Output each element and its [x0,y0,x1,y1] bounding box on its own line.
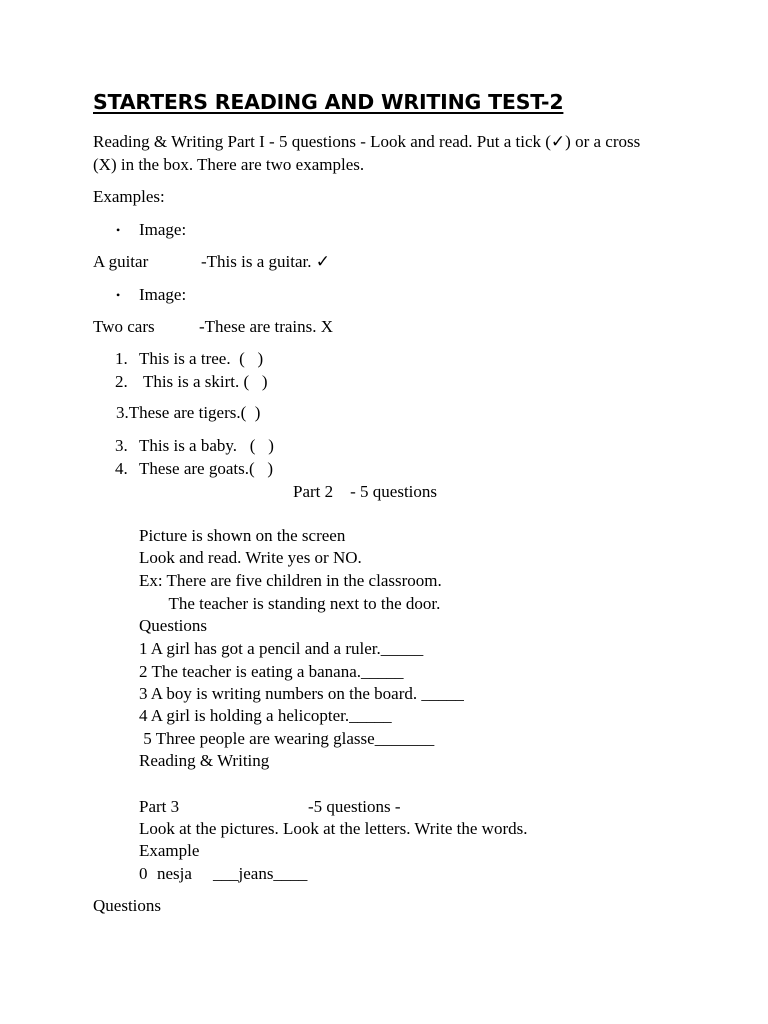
part3-instructions: Look at the pictures. Look at the letters. Write the words. [139,819,528,838]
questions-label: Questions [93,896,161,915]
part2-example: Ex: There are five children in the classroom. [139,571,442,590]
part2-question: 3 A boy is writing numbers on the board. _____ [139,684,464,703]
part1-instructions-line1: Reading & Writing Part I - 5 questions - Look and read. Put a tick (✓) or a cross [93,132,641,151]
part2-question: 4 A girl is holding a helicopter._____ [139,706,392,725]
example-statement: -This is a guitar. ✓ [201,252,330,271]
part3-example-number: 0 [139,864,148,883]
example-caption: A guitar [93,252,149,271]
question-number: 2. [115,372,128,391]
part2-example: The teacher is standing next to the door. [139,594,441,613]
example-caption: Two cars [93,317,155,336]
question-text: These are goats.( ) [139,459,274,478]
part1-instructions-line2: (X) in the box. There are two examples. [93,155,365,174]
part3-example-label: Example [139,841,200,860]
bullet-icon: • [116,223,121,237]
question-number: 4. [115,459,128,478]
example-statement: -These are trains. X [199,317,334,336]
part2-question: 2 The teacher is eating a banana._____ [139,662,404,681]
part3-example-answer: ___jeans____ [213,864,308,883]
part3-example-letters: nesja [157,864,192,883]
question-text: This is a tree. ( ) [139,349,264,368]
part2-question: 5 Three people are wearing glasse_______ [139,729,435,748]
part2-question: 1 A girl has got a pencil and a ruler._____ [139,639,424,658]
question-number: 1. [115,349,128,368]
example-image-label: Image: [139,285,187,304]
question-text: This is a skirt. ( ) [139,372,268,391]
part2-questions-label: Questions [139,616,207,635]
part3-label: Part 3 [139,797,180,816]
page-title: STARTERS READING AND WRITING TEST-2 [93,90,564,114]
part2-heading: Part 2 - 5 questions [293,482,438,501]
part2-footer: Reading & Writing [139,751,270,770]
example-image-label: Image: [139,220,187,239]
bullet-icon: • [116,288,121,302]
examples-label: Examples: [93,187,165,206]
part2-intro-line: Look and read. Write yes or NO. [139,548,362,567]
question-text: 3.These are tigers.( ) [116,403,261,422]
question-text: This is a baby. ( ) [139,436,274,455]
question-number: 3. [115,436,128,455]
part2-intro-line: Picture is shown on the screen [139,526,346,545]
part3-count: -5 questions - [308,797,401,816]
